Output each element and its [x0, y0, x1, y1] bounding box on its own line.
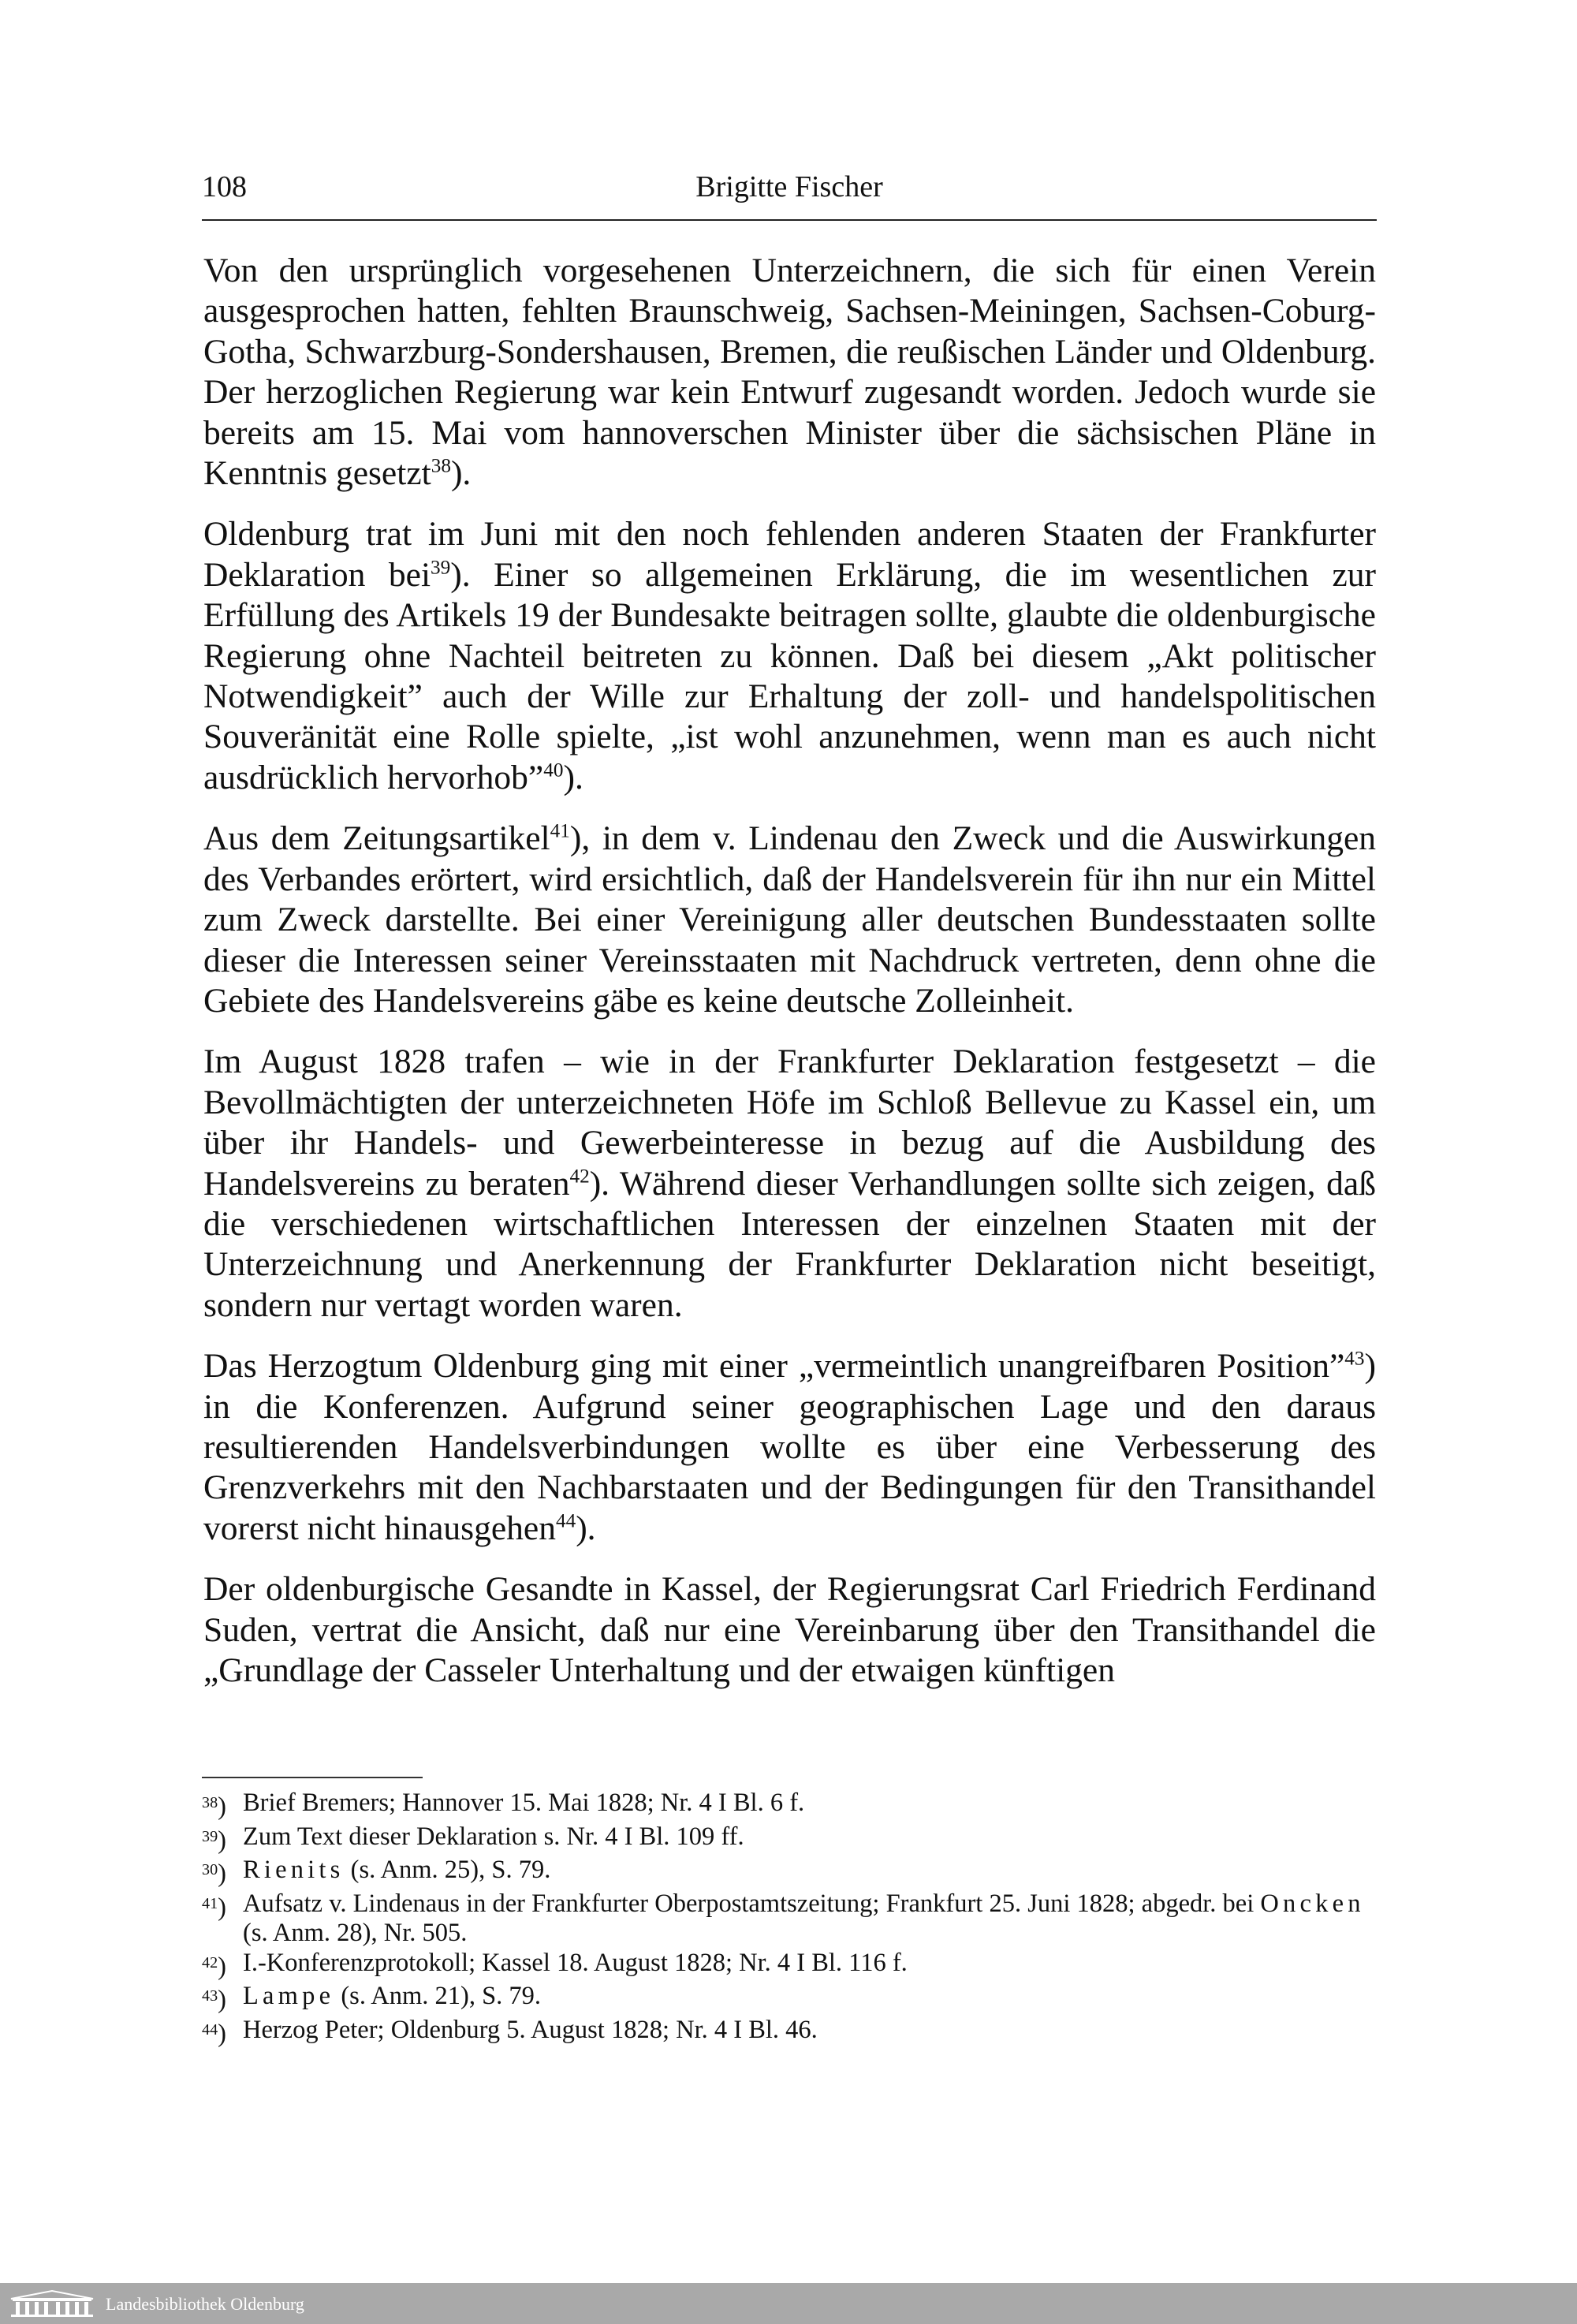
- footnote-39: [202, 1822, 1377, 1856]
- footnote-mark: $^{38}$): [202, 1792, 226, 1822]
- footnote-42: [202, 1949, 1377, 1983]
- footnote-30: [202, 1856, 1377, 1889]
- footnote-text: I.-Konferenzprotokoll; Kassel 18. August 1828; Nr. 4 I Bl. 116 f.: [243, 1948, 908, 1977]
- footnote-text: Lampe (s. Anm. 21), S. 79.: [243, 1982, 542, 2011]
- body-text: [203, 251, 1376, 1711]
- paragraph-2: Oldenburg trat im Juni mit den noch fehlenden anderen Staaten der Frankfurter Deklaration bei$^{39}$). Einer so allgemeinen Erklärung, die im wesentlichen zur Erfüllung des Artikels 19 der Bundesakte beitragen sollte, glaubte die oldenburgische Regierung ohne Nachteil beitreten zu können. Daß bei diesem „Akt politischer Notwendigkeit” auch der Wille zur Erhaltung der zoll- und handelspolitischen Souveränität eine Rolle spielte, „ist wohl anzunehmen, wenn man es auch nicht ausdrücklich hervorhob”$^{40}$).: [203, 515, 1376, 796]
- footnote-text: Herzog Peter; Oldenburg 5. August 1828; Nr. 4 I Bl. 46.: [243, 2015, 818, 2044]
- footnote-mark: $^{42}$): [202, 1952, 226, 1981]
- footnote-38: [202, 1789, 1377, 1822]
- footnote-ref-42[interactable]: 42: [569, 1165, 590, 1187]
- footnote-mark: $^{43}$): [202, 1986, 226, 2015]
- library-label: Landesbibliothek Oldenburg: [106, 2294, 304, 2314]
- library-footer-bar: [0, 2283, 1577, 2324]
- footnotes: [202, 1789, 1377, 2049]
- paragraph-4: Im August 1828 trafen – wie in der Frankfurter Deklaration festgesetzt – die Bevollmächtigten der unterzeichneten Höfe im Schloß Bellevue zu Kassel ein, um über ihr Handels- und Gewerbeinteresse in bezug auf die Ausbildung des Handelsvereins zu beraten$^{42}$). Während dieser Verhandlungen sollte sich zeigen, daß die verschiedenen wirtschaftlichen Interessen der einzelnen Staaten mit der Unterzeichnung und Anerkennung der Frankfurter Deklaration nicht beseitigt, sondern nur vertagt worden waren.: [203, 1043, 1376, 1324]
- footnote-ref-40[interactable]: 40: [543, 759, 564, 782]
- footnote-text: Aufsatz v. Lindenaus in der Frankfurter Oberpostamtszeitung; Frankfurt 25. Juni 1828; abgedr. bei Oncken (s. Anm. 28), Nr. 505.: [243, 1889, 1365, 1948]
- footnote-ref-38[interactable]: 38: [431, 455, 451, 477]
- page-header: [202, 166, 1377, 213]
- footnote-text: Rienits (s. Anm. 25), S. 79.: [243, 1856, 551, 1885]
- page-number: 108: [202, 170, 247, 203]
- footnote-ref-39[interactable]: 39: [431, 557, 451, 579]
- footnote-mark: $^{39}$): [202, 1826, 226, 1855]
- footnote-41: [202, 1889, 1377, 1949]
- footnote-author: Rienits: [243, 1856, 345, 1885]
- footnote-text: Zum Text dieser Deklaration s. Nr. 4 I Bl. 109 ff.: [243, 1822, 744, 1851]
- footnote-rule: [202, 1777, 423, 1778]
- footnote-43: [202, 1982, 1377, 2016]
- footnote-44: [202, 2016, 1377, 2050]
- footnote-text: Brief Bremers; Hannover 15. Mai 1828; Nr. 4 I Bl. 6 f.: [243, 1789, 805, 1817]
- footnote-ref-43[interactable]: 43: [1344, 1348, 1365, 1370]
- footnote-mark: $^{41}$): [202, 1893, 226, 1922]
- footnote-author: Oncken: [1260, 1889, 1365, 1918]
- running-head: Brigitte Fischer: [695, 170, 883, 203]
- footnote-ref-41[interactable]: 41: [550, 820, 570, 842]
- paragraph-3: Aus dem Zeitungsartikel$^{41}$), in dem v. Lindenau den Zweck und die Auswirkungen des Verbandes erörtert, wird ersichtlich, daß der Handelsverein für ihn nur ein Mittel zum Zweck darstellte. Bei einer Vereinigung aller deutschen Bundesstaaten sollte dieser die Interessen seiner Vereinsstaaten mit Nachdruck vertreten, denn ohne die Gebiete des Handelsvereins gäbe es keine deutsche Zolleinheit.: [203, 819, 1377, 1020]
- library-building-icon: [8, 2289, 96, 2318]
- footnote-author: Lampe: [243, 1982, 335, 2011]
- footnote-mark: $^{44}$): [202, 2019, 226, 2048]
- paragraph-5: Das Herzogtum Oldenburg ging mit einer „vermeintlich unangreifbaren Position”$^{43}$) in die Konferenzen. Aufgrund seiner geographischen Lage und den daraus resultierenden Handelsverbindungen wollte es über eine Verbesserung des Grenzverkehrs mit den Nachbarstaaten und der Bedingungen für den Transithandel vorerst nicht hinausgehen$^{44}$).: [203, 1347, 1376, 1547]
- paragraph-1: Von den ursprünglich vorgesehenen Unterzeichnern, die sich für einen Verein ausgesprochen hatten, fehlten Braunschweig, Sachsen-Meiningen, Sachsen-Coburg-Gotha, Schwarzburg-Sondershausen, Bremen, die reußischen Länder und Oldenburg. Der herzoglichen Regierung war kein Entwurf zugesandt worden. Jedoch wurde sie bereits am 15. Mai vom hannoverschen Minister über die sächsischen Pläne in Kenntnis gesetzt$^{38}$).: [203, 252, 1376, 493]
- header-rule: [202, 219, 1377, 221]
- footnote-mark: $^{30}$): [202, 1860, 226, 1889]
- paragraph-6: Der oldenburgische Gesandte in Kassel, der Regierungsrat Carl Friedrich Ferdinand Suden, vertrat die Ansicht, daß nur eine Vereinbarung über den Transithandel die „Grundlage der Casseler Unterhaltung und der etwaigen künftigen: [203, 1570, 1376, 1689]
- footnote-ref-44[interactable]: 44: [555, 1510, 576, 1532]
